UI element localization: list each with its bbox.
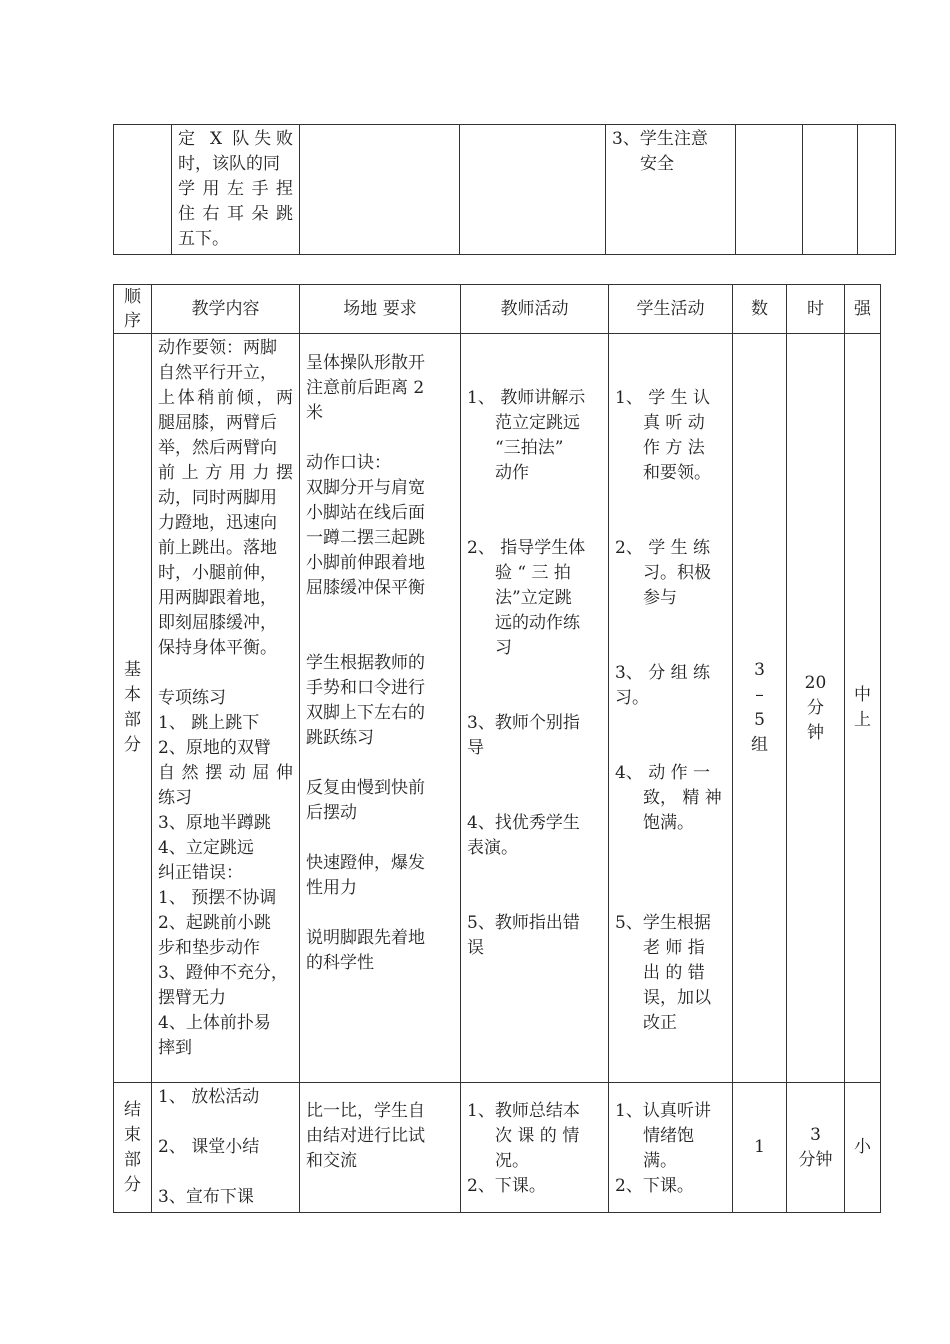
student-line: 安全 <box>640 154 674 174</box>
site-line: 说明脚跟先着地 <box>306 928 425 948</box>
teacher-line: 导 <box>467 738 484 758</box>
end-content-line: 1、 放松活动 <box>158 1087 260 1107</box>
essentials-line: 前上跳出。落地 <box>158 538 277 558</box>
end-section-label: 结 束 部 分 <box>114 1083 152 1213</box>
end-content-cell <box>152 1083 300 1213</box>
teacher-line: 4、找优秀学生 <box>467 813 580 833</box>
teacher-cell <box>460 125 606 255</box>
site-line: 一蹲二摆三起跳 <box>306 528 425 548</box>
end-student-line: 2、下课。 <box>615 1176 694 1196</box>
student-line: 习。积极 <box>643 563 711 583</box>
student-line: 参与 <box>643 588 677 608</box>
drill-line: 练习 <box>158 788 192 808</box>
lesson-plan-table <box>113 284 881 1213</box>
end-intensity-cell: 小 <box>845 1083 881 1213</box>
end-time-cell: 3 分钟 <box>787 1083 845 1213</box>
site-line: 后摆动 <box>306 803 357 823</box>
end-site-line: 由结对进行比试 <box>306 1126 425 1146</box>
student-line: 误，加以 <box>643 988 711 1008</box>
site-line: 注意前后距离 2 <box>306 378 425 398</box>
student-line: 出 的 错 <box>643 963 705 983</box>
student-line: 改正 <box>643 1013 677 1033</box>
student-line: 老 师 指 <box>643 938 705 958</box>
site-cell <box>300 125 460 255</box>
header-content: 教学内容 <box>152 285 300 334</box>
essentials-line: 动作要领：两脚 <box>158 338 277 358</box>
site-line: 双脚分开与肩宽 <box>306 478 425 498</box>
teacher-line: 3、教师个别指 <box>467 713 580 733</box>
site-line: 呈体操队形散开 <box>306 353 425 373</box>
teacher-line: 范立定跳远 <box>495 413 580 433</box>
end-student-line: 1、认真听讲 <box>615 1101 711 1121</box>
teacher-line: 表演。 <box>467 838 518 858</box>
basic-site-cell <box>300 334 461 1083</box>
continued-content-cell <box>172 125 300 255</box>
drill-line: 1、 跳上跳下 <box>158 713 260 733</box>
end-teacher-line: 况。 <box>495 1151 529 1171</box>
site-line: 跳跃练习 <box>306 728 374 748</box>
teacher-line: 习 <box>495 638 512 658</box>
drill-line: 自然摆动屈伸 <box>158 763 293 783</box>
drill-line: 2、起跳前小跳 <box>158 913 271 933</box>
end-teacher-line: 2、下课。 <box>467 1176 546 1196</box>
essentials-line: 上体稍前倾，两 <box>158 388 293 408</box>
count-cell <box>736 125 803 255</box>
student-line: 3、学生注意 <box>612 129 708 149</box>
basic-section-row <box>114 334 881 1083</box>
drill-line: 专项练习 <box>158 688 226 708</box>
header-intensity: 强 <box>845 285 881 334</box>
order-cell <box>114 125 172 255</box>
header-row <box>114 285 881 334</box>
site-line: 米 <box>306 403 323 423</box>
teacher-line: 误 <box>467 938 484 958</box>
essentials-line: 腿屈膝，两臂后 <box>158 413 277 433</box>
site-line: 的科学性 <box>306 953 374 973</box>
essentials-line: 用两脚跟着地， <box>158 588 277 608</box>
site-line: 快速蹬伸，爆发 <box>306 853 425 873</box>
end-teacher-cell <box>461 1083 609 1213</box>
drill-line: 步和垫步动作 <box>158 938 260 958</box>
header-time: 时 <box>787 285 845 334</box>
site-line: 小脚站在线后面 <box>306 503 425 523</box>
drill-line: 1、 预摆不协调 <box>158 888 277 908</box>
drill-line: 3、蹬伸不充分， <box>158 963 288 983</box>
drill-line: 摔到 <box>158 1038 192 1058</box>
basic-time-cell: 20 分 钟 <box>787 334 845 1083</box>
teacher-line: 动作 <box>495 463 529 483</box>
teacher-line: 远的动作练 <box>495 613 580 633</box>
student-line: 3、 分 组 练 <box>615 663 711 683</box>
teacher-line: “三拍法” <box>495 438 564 458</box>
student-line: 致， 精 神 <box>643 788 722 808</box>
drill-line: 4、上体前扑易 <box>158 1013 271 1033</box>
site-line: 屈膝缓冲保平衡 <box>306 578 425 598</box>
basic-section-label: 基 本 部 分 <box>114 334 152 1083</box>
student-line: 作 方 法 <box>643 438 705 458</box>
teacher-line: 1、 教师讲解示 <box>467 388 586 408</box>
basic-student-cell <box>609 334 733 1083</box>
header-site: 场地 要求 <box>300 285 461 334</box>
end-site-line: 比一比，学生自 <box>306 1101 425 1121</box>
basic-count-cell: 3 – 5 组 <box>733 334 787 1083</box>
student-line: 和要领。 <box>643 463 711 483</box>
site-line: 学生根据教师的 <box>306 653 425 673</box>
time-cell <box>803 125 858 255</box>
end-site-cell <box>300 1083 461 1213</box>
drill-line: 2、原地的双臂 <box>158 738 271 758</box>
basic-intensity-cell: 中 上 <box>845 334 881 1083</box>
continued-lesson-table <box>113 124 896 255</box>
essentials-line: 动，同时两脚用 <box>158 488 277 508</box>
student-line: 饱满。 <box>643 813 694 833</box>
basic-content-cell <box>152 334 300 1083</box>
end-section-row <box>114 1083 881 1213</box>
end-student-cell <box>609 1083 733 1213</box>
student-line: 真 听 动 <box>643 413 705 433</box>
essentials-line: 保持身体平衡。 <box>158 638 277 658</box>
drill-line: 4、立定跳远 <box>158 838 254 858</box>
content-line: 五下。 <box>178 229 229 249</box>
student-line: 4、 动 作 一 <box>615 763 711 783</box>
essentials-line: 自然平行开立， <box>158 363 277 383</box>
content-line: 时，该队的同 <box>178 154 280 174</box>
essentials-line: 即刻屈膝缓冲， <box>158 613 277 633</box>
end-site-line: 和交流 <box>306 1151 357 1171</box>
teacher-line: 法”立定跳 <box>495 588 572 608</box>
content-line: 住右耳朵跳 <box>178 204 293 224</box>
site-line: 双脚上下左右的 <box>306 703 425 723</box>
end-teacher-line: 1、教师总结本 <box>467 1101 580 1121</box>
student-line: 习。 <box>615 688 649 708</box>
content-line: 学用左手捏 <box>178 179 293 199</box>
basic-teacher-cell <box>461 334 609 1083</box>
end-teacher-line: 次 课 的 情 <box>495 1126 580 1146</box>
student-line: 5、学生根据 <box>615 913 711 933</box>
end-count-cell: 1 <box>733 1083 787 1213</box>
drill-line: 摆臂无力 <box>158 988 226 1008</box>
student-line: 2、 学 生 练 <box>615 538 711 558</box>
intensity-cell <box>858 125 896 255</box>
teacher-line: 5、教师指出错 <box>467 913 580 933</box>
header-count: 数 <box>733 285 787 334</box>
teacher-line: 验 “ 三 拍 <box>495 563 571 583</box>
site-line: 小脚前伸跟着地 <box>306 553 425 573</box>
header-order: 顺序 <box>114 285 152 334</box>
teacher-line: 2、 指导学生体 <box>467 538 586 558</box>
end-student-line: 满。 <box>643 1151 677 1171</box>
site-line: 反复由慢到快前 <box>306 778 425 798</box>
end-student-line: 情绪饱 <box>643 1126 694 1146</box>
essentials-line: 力蹬地，迅速向 <box>158 513 277 533</box>
continued-student-cell <box>606 125 736 255</box>
site-line: 手势和口令进行 <box>306 678 425 698</box>
drill-line: 纠正错误： <box>158 863 243 883</box>
site-line: 动作口诀： <box>306 453 391 473</box>
header-student: 学生活动 <box>609 285 733 334</box>
student-line: 1、 学 生 认 <box>615 388 711 408</box>
essentials-line: 前上方用力摆 <box>158 463 293 483</box>
content-line: 定 X 队失败 <box>178 129 293 149</box>
header-teacher: 教师活动 <box>461 285 609 334</box>
end-content-line: 2、 课堂小结 <box>158 1137 260 1157</box>
essentials-line: 时，小腿前伸， <box>158 563 277 583</box>
essentials-line: 举，然后两臂向 <box>158 438 277 458</box>
drill-line: 3、原地半蹲跳 <box>158 813 271 833</box>
site-line: 性用力 <box>306 878 357 898</box>
end-content-line: 3、宣布下课 <box>158 1187 254 1207</box>
